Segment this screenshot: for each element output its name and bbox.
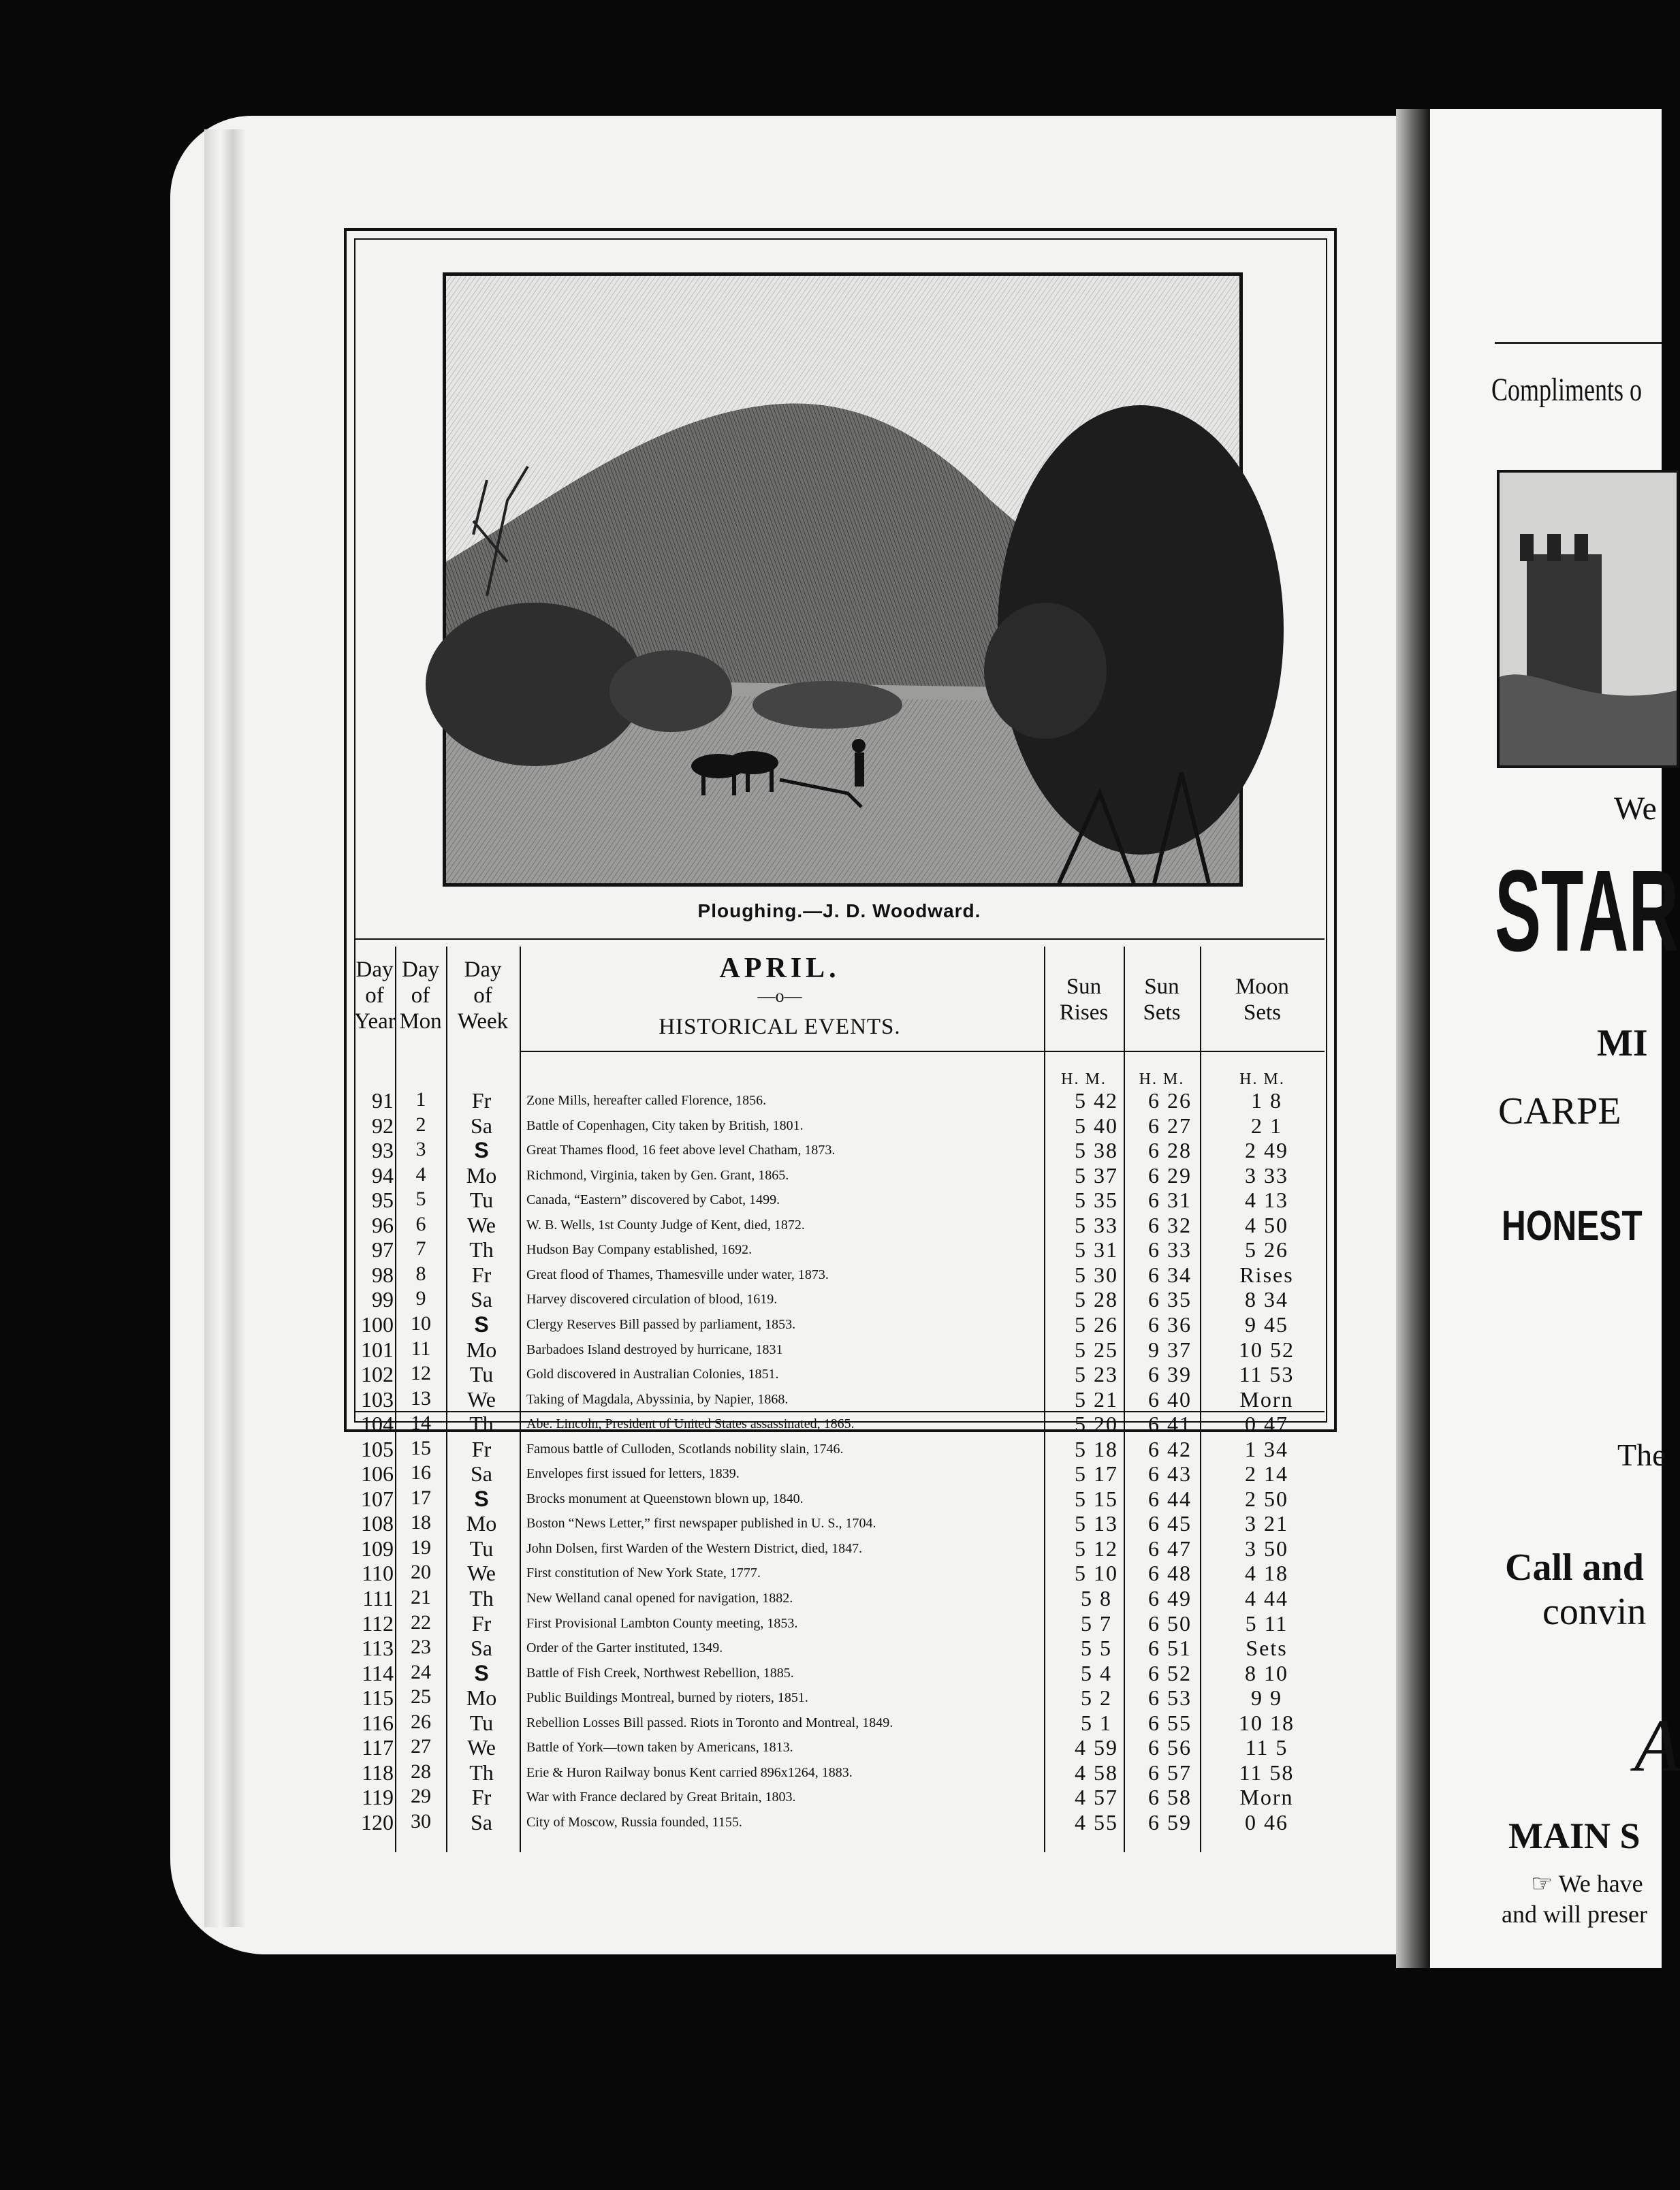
table-row <box>354 1287 1325 1312</box>
ad-we: We <box>1614 791 1657 827</box>
day-of-week: S <box>474 1138 489 1163</box>
table-row <box>354 1735 1325 1760</box>
day-of-week: Fr <box>471 1436 492 1461</box>
historical-event: First Provisional Lambton County meeting, 1853. <box>526 1615 798 1631</box>
day-of-year: 91 <box>372 1088 394 1113</box>
historical-event: W. B. Wells, 1st County Judge of Kent, died, 1872. <box>526 1217 805 1233</box>
day-of-month: 12 <box>411 1362 431 1385</box>
day-of-week: We <box>467 1735 496 1760</box>
day-of-year: 115 <box>362 1685 394 1711</box>
table-row <box>354 1263 1325 1287</box>
day-of-month: 18 <box>411 1511 431 1534</box>
sun-rises: 5 18 <box>1075 1436 1118 1461</box>
header-word: Sun <box>1144 974 1179 999</box>
table-row <box>354 1611 1325 1636</box>
day-of-year: 95 <box>372 1188 394 1213</box>
header-word: Week <box>457 1009 509 1034</box>
ad-castle-engraving <box>1497 470 1679 768</box>
day-of-week: Sa <box>471 1287 492 1312</box>
ad-carpe: CARPE <box>1498 1090 1621 1132</box>
historical-event: Harvey discovered circulation of blood, 1619. <box>526 1292 778 1307</box>
historical-event: Envelopes first issued for letters, 1839. <box>526 1466 740 1482</box>
day-of-week: Th <box>469 1412 494 1437</box>
ad-honest: HONEST <box>1502 1203 1643 1250</box>
day-of-week: Tu <box>469 1362 494 1387</box>
ad-the: The <box>1617 1438 1666 1472</box>
header-word: Day <box>355 957 394 982</box>
sun-sets: 6 26 <box>1148 1088 1192 1113</box>
sun-rises: 5 2 <box>1081 1685 1112 1711</box>
day-of-week: Mo <box>466 1162 497 1188</box>
day-of-year: 103 <box>361 1386 394 1412</box>
sun-rises: 4 57 <box>1075 1785 1118 1810</box>
day-of-week: Sa <box>471 1809 492 1835</box>
day-of-week: Sa <box>471 1636 492 1661</box>
historical-event: Clergy Reserves Bill passed by parliament, 1853. <box>526 1316 796 1332</box>
moon-sets: 2 1 <box>1251 1113 1282 1138</box>
historical-event: Famous battle of Culloden, Scotlands nobility slain, 1746. <box>526 1441 844 1457</box>
sun-rises: 5 10 <box>1075 1561 1118 1586</box>
header-word: Year <box>354 1009 396 1034</box>
header-word: Rises <box>1059 1000 1109 1025</box>
table-row <box>354 1636 1325 1660</box>
day-of-week: Mo <box>466 1685 497 1711</box>
sun-sets: 6 28 <box>1148 1138 1192 1163</box>
day-of-week: Fr <box>471 1088 492 1113</box>
day-of-month: 27 <box>411 1735 431 1758</box>
header-word: Moon <box>1235 974 1289 999</box>
sun-rises: 5 35 <box>1075 1188 1118 1213</box>
moon-sets: Morn <box>1239 1386 1294 1412</box>
header-word: Sets <box>1143 1000 1181 1025</box>
moon-sets: 2 50 <box>1245 1486 1288 1511</box>
day-of-week: S <box>474 1486 489 1511</box>
engraving-caption: Ploughing.—J. D. Woodward. <box>697 900 981 921</box>
historical-event: Brocks monument at Queenstown blown up, 1840. <box>526 1491 804 1506</box>
day-of-week: Fr <box>471 1610 492 1636</box>
day-of-month: 11 <box>411 1337 431 1360</box>
header-day-of-year <box>354 957 395 1034</box>
day-of-year: 114 <box>362 1660 394 1685</box>
sun-sets: 6 35 <box>1148 1287 1192 1312</box>
table-row <box>354 1387 1325 1412</box>
ad-compliments: Compliments o <box>1491 372 1643 408</box>
day-of-month: 21 <box>411 1586 431 1608</box>
moon-sets: Sets <box>1246 1636 1288 1661</box>
sun-sets: 6 44 <box>1148 1486 1192 1511</box>
sun-sets: 6 55 <box>1148 1710 1192 1735</box>
moon-sets: 2 14 <box>1245 1461 1288 1487</box>
day-of-month: 25 <box>411 1685 431 1709</box>
sun-rises: 5 30 <box>1075 1262 1118 1287</box>
day-of-week: We <box>467 1386 496 1412</box>
sun-rises: 5 33 <box>1075 1212 1118 1237</box>
day-of-week: Fr <box>471 1785 492 1810</box>
sun-sets: 6 47 <box>1148 1536 1192 1561</box>
day-of-month: 30 <box>411 1809 431 1832</box>
day-of-month: 5 <box>415 1188 426 1211</box>
historical-event: Battle of Fish Creek, Northwest Rebellion, 1885. <box>526 1665 794 1681</box>
day-of-month: 19 <box>411 1536 431 1559</box>
day-of-month: 10 <box>411 1312 431 1335</box>
day-of-year: 94 <box>372 1162 394 1188</box>
day-of-year: 96 <box>372 1212 394 1237</box>
sun-sets: 6 32 <box>1148 1212 1192 1237</box>
day-of-month: 1 <box>415 1088 426 1111</box>
header-sun-sets <box>1124 974 1200 1026</box>
header-sun-rises <box>1044 974 1124 1026</box>
sun-rises: 5 40 <box>1075 1113 1118 1138</box>
moon-sets: 3 33 <box>1245 1162 1288 1188</box>
table-row <box>354 1536 1325 1561</box>
hm-label-sun-sets: H. M. <box>1139 1070 1185 1088</box>
moon-sets: Rises <box>1239 1262 1294 1287</box>
sun-rises: 5 21 <box>1075 1386 1118 1412</box>
header-moon-sets <box>1200 974 1325 1026</box>
table-row <box>354 1337 1325 1362</box>
sun-sets: 6 56 <box>1148 1735 1192 1760</box>
moon-sets: 3 50 <box>1245 1536 1288 1561</box>
day-of-month: 13 <box>411 1386 431 1410</box>
historical-event: Erie & Huron Railway bonus Kent carried 896x1264, 1883. <box>526 1764 853 1780</box>
day-of-week: Mo <box>466 1337 497 1362</box>
moon-sets: 4 18 <box>1245 1561 1288 1586</box>
sun-sets: 6 39 <box>1148 1362 1192 1387</box>
sun-rises: 5 13 <box>1075 1511 1118 1536</box>
day-of-month: 4 <box>415 1162 426 1186</box>
day-of-year: 112 <box>362 1610 394 1636</box>
historical-event: Public Buildings Montreal, burned by rioters, 1851. <box>526 1690 808 1706</box>
table-row <box>354 1661 1325 1685</box>
day-of-month: 6 <box>415 1212 426 1235</box>
sun-sets: 6 50 <box>1148 1610 1192 1636</box>
day-of-month: 23 <box>411 1636 431 1659</box>
sun-rises: 5 15 <box>1075 1486 1118 1511</box>
moon-sets: 11 53 <box>1239 1362 1295 1387</box>
right-page-rule <box>1495 342 1662 344</box>
sun-rises: 5 17 <box>1075 1461 1118 1487</box>
table-bottom-rule <box>354 1411 1325 1412</box>
day-of-year: 109 <box>361 1536 394 1561</box>
sun-sets: 6 57 <box>1148 1760 1192 1785</box>
historical-event: Zone Mills, hereafter called Florence, 1856. <box>526 1093 767 1108</box>
moon-sets: 0 46 <box>1245 1809 1288 1835</box>
sun-rises: 5 1 <box>1081 1710 1112 1735</box>
moon-sets: 8 34 <box>1245 1287 1288 1312</box>
day-of-week: Fr <box>471 1262 492 1287</box>
sun-sets: 6 48 <box>1148 1561 1192 1586</box>
table-top-rule <box>354 938 1325 940</box>
historical-event: New Welland canal opened for navigation, 1882. <box>526 1591 793 1606</box>
sun-rises: 5 42 <box>1075 1088 1118 1113</box>
day-of-month: 29 <box>411 1785 431 1808</box>
sun-rises: 5 23 <box>1075 1362 1118 1387</box>
ad-mi: MI <box>1597 1022 1648 1064</box>
day-of-year: 113 <box>362 1636 394 1661</box>
historical-event: Gold discovered in Australian Colonies, 1851. <box>526 1367 779 1382</box>
day-of-week: Tu <box>469 1710 494 1735</box>
historical-event: Hudson Bay Company established, 1692. <box>526 1242 752 1258</box>
day-of-month: 28 <box>411 1760 431 1783</box>
moon-sets: 9 45 <box>1245 1312 1288 1337</box>
header-word: Day <box>464 957 502 982</box>
moon-sets: 10 18 <box>1239 1710 1295 1735</box>
moon-sets: 1 8 <box>1251 1088 1282 1113</box>
hm-label-moon-sets: H. M. <box>1239 1070 1285 1088</box>
moon-sets: 11 58 <box>1239 1760 1295 1785</box>
historical-events-header: HISTORICAL EVENTS. <box>659 1015 901 1039</box>
sun-sets: 9 37 <box>1148 1337 1192 1362</box>
header-word: Mon <box>399 1009 442 1034</box>
day-of-year: 120 <box>361 1809 394 1835</box>
moon-sets: 0 47 <box>1245 1412 1288 1437</box>
month-title: APRIL. <box>719 953 840 984</box>
table-row <box>354 1138 1325 1162</box>
moon-sets: Morn <box>1239 1785 1294 1810</box>
day-of-week: Th <box>469 1760 494 1785</box>
sun-sets: 6 52 <box>1148 1660 1192 1685</box>
day-of-month: 8 <box>415 1262 426 1285</box>
table-row <box>354 1113 1325 1138</box>
table-row <box>354 1237 1325 1262</box>
day-of-year: 93 <box>372 1138 394 1163</box>
historical-event: Great flood of Thames, Thamesville under water, 1873. <box>526 1267 829 1282</box>
moon-sets: 4 44 <box>1245 1586 1288 1610</box>
sun-sets: 6 42 <box>1148 1436 1192 1461</box>
day-of-year: 110 <box>362 1561 394 1586</box>
historical-event: John Dolsen, first Warden of the Western District, died, 1847. <box>526 1540 863 1556</box>
day-of-week: We <box>467 1561 496 1586</box>
table-row <box>354 1810 1325 1835</box>
moon-sets: 5 26 <box>1245 1237 1288 1263</box>
day-of-week: Mo <box>466 1511 497 1536</box>
historical-event: Richmond, Virginia, taken by Gen. Grant, 1865. <box>526 1167 789 1183</box>
month-separator: —o— <box>757 986 802 1006</box>
day-of-month: 17 <box>411 1486 431 1509</box>
day-of-month: 9 <box>415 1287 426 1310</box>
table-row <box>354 1088 1325 1113</box>
ploughing-engraving <box>443 272 1243 887</box>
sun-sets: 6 59 <box>1148 1809 1192 1835</box>
historical-event: Great Thames flood, 16 feet above level Chatham, 1873. <box>526 1143 836 1158</box>
sun-sets: 6 34 <box>1148 1262 1192 1287</box>
header-word: Day <box>402 957 439 982</box>
table-row <box>354 1412 1325 1436</box>
historical-event: Canada, “Eastern” discovered by Cabot, 1499. <box>526 1192 780 1208</box>
sun-rises: 5 37 <box>1075 1162 1118 1188</box>
day-of-month: 26 <box>411 1710 431 1733</box>
day-of-week: Th <box>469 1237 494 1263</box>
sun-sets: 6 31 <box>1148 1188 1192 1213</box>
day-of-month: 3 <box>415 1138 426 1161</box>
day-of-year: 101 <box>361 1337 394 1362</box>
ad-call-and: Call and <box>1505 1546 1644 1589</box>
day-of-month: 7 <box>415 1237 426 1260</box>
day-of-week: Tu <box>469 1536 494 1561</box>
table-row <box>354 1312 1325 1337</box>
table-row <box>354 1163 1325 1188</box>
day-of-year: 97 <box>372 1237 394 1263</box>
table-row <box>354 1213 1325 1237</box>
historical-event: Boston “News Letter,” first newspaper published in U. S., 1704. <box>526 1516 876 1532</box>
day-of-month: 22 <box>411 1610 431 1634</box>
table-row <box>354 1362 1325 1386</box>
day-of-week: Sa <box>471 1461 492 1487</box>
ad-a: A <box>1634 1704 1680 1787</box>
day-of-year: 99 <box>372 1287 394 1312</box>
sun-rises: 5 26 <box>1075 1312 1118 1337</box>
sun-rises: 5 25 <box>1075 1337 1118 1362</box>
table-row <box>354 1711 1325 1735</box>
sun-sets: 6 45 <box>1148 1511 1192 1536</box>
table-row <box>354 1461 1325 1486</box>
moon-sets: 2 49 <box>1245 1138 1288 1163</box>
header-word: Sun <box>1066 974 1102 999</box>
sun-sets: 6 49 <box>1148 1586 1192 1610</box>
sun-rises: 5 7 <box>1081 1610 1112 1636</box>
day-of-month: 2 <box>415 1113 426 1136</box>
moon-sets: 5 11 <box>1245 1610 1288 1636</box>
ad-convin: convin <box>1542 1591 1647 1633</box>
sun-rises: 5 12 <box>1075 1536 1118 1561</box>
historical-event: Battle of York—town taken by Americans, 1813. <box>526 1740 793 1756</box>
table-row <box>354 1188 1325 1212</box>
sun-sets: 6 27 <box>1148 1113 1192 1138</box>
table-row <box>354 1586 1325 1610</box>
day-of-week: Sa <box>471 1113 492 1138</box>
table-row <box>354 1760 1325 1785</box>
sun-rises: 5 20 <box>1075 1412 1118 1437</box>
ad-we-have: ☞ We have <box>1531 1870 1643 1897</box>
historical-event: Barbadoes Island destroyed by hurricane, 1831 <box>526 1342 783 1357</box>
day-of-year: 102 <box>361 1362 394 1387</box>
header-rule <box>1044 1051 1325 1052</box>
sun-rises: 5 28 <box>1075 1287 1118 1312</box>
header-word: of <box>411 983 430 1008</box>
ad-star: STAR <box>1495 846 1679 976</box>
hm-label-sun-rises: H. M. <box>1061 1070 1107 1088</box>
day-of-week: Th <box>469 1586 494 1610</box>
table-row <box>354 1511 1325 1536</box>
sun-rises: 5 8 <box>1081 1586 1112 1610</box>
sun-sets: 6 29 <box>1148 1162 1192 1188</box>
table-row <box>354 1487 1325 1511</box>
header-word: of <box>365 983 384 1008</box>
day-of-month: 16 <box>411 1461 431 1485</box>
historical-event: Battle of Copenhagen, City taken by British, 1801. <box>526 1117 804 1133</box>
table-row <box>354 1785 1325 1809</box>
day-of-year: 98 <box>372 1262 394 1287</box>
day-of-month: 14 <box>411 1412 431 1435</box>
historical-event: Rebellion Losses Bill passed. Riots in Toronto and Montreal, 1849. <box>526 1715 893 1730</box>
moon-sets: 4 13 <box>1245 1188 1288 1213</box>
day-of-year: 108 <box>361 1511 394 1536</box>
sun-rises: 5 38 <box>1075 1138 1118 1163</box>
sun-sets: 6 53 <box>1148 1685 1192 1711</box>
day-of-week: S <box>474 1660 489 1685</box>
table-row <box>354 1437 1325 1461</box>
sun-rises: 4 59 <box>1075 1735 1118 1760</box>
sun-sets: 6 58 <box>1148 1785 1192 1810</box>
engraving-drawing <box>446 276 1239 883</box>
sun-rises: 4 55 <box>1075 1809 1118 1835</box>
day-of-year: 92 <box>372 1113 394 1138</box>
page-edges <box>204 129 245 1927</box>
day-of-week: We <box>467 1212 496 1237</box>
day-of-year: 107 <box>361 1486 394 1511</box>
moon-sets: 10 52 <box>1239 1337 1295 1362</box>
moon-sets: 3 21 <box>1245 1511 1288 1536</box>
day-of-week: S <box>474 1312 489 1337</box>
day-of-year: 117 <box>362 1735 394 1760</box>
moon-sets: 11 5 <box>1245 1735 1288 1760</box>
historical-event: War with France declared by Great Britain, 1803. <box>526 1790 796 1805</box>
sun-rises: 4 58 <box>1075 1760 1118 1785</box>
day-of-year: 104 <box>361 1412 394 1437</box>
sun-rises: 5 31 <box>1075 1237 1118 1263</box>
day-of-month: 15 <box>411 1436 431 1459</box>
moon-sets: 8 10 <box>1245 1660 1288 1685</box>
day-of-month: 20 <box>411 1561 431 1584</box>
header-day-of-mon <box>395 957 446 1034</box>
day-of-year: 105 <box>361 1436 394 1461</box>
historical-event: First constitution of New York State, 1777. <box>526 1566 761 1581</box>
historical-event: City of Moscow, Russia founded, 1155. <box>526 1814 742 1830</box>
header-word: of <box>473 983 492 1008</box>
sun-sets: 6 51 <box>1148 1636 1192 1661</box>
moon-sets: 9 9 <box>1251 1685 1282 1711</box>
day-of-year: 111 <box>362 1586 394 1610</box>
sun-sets: 6 33 <box>1148 1237 1192 1263</box>
castle-drawing <box>1500 473 1677 765</box>
day-of-month: 24 <box>411 1660 431 1683</box>
sun-sets: 6 43 <box>1148 1461 1192 1487</box>
sun-sets: 6 36 <box>1148 1312 1192 1337</box>
header-word: Sets <box>1243 1000 1281 1025</box>
header-day-of-week <box>446 957 520 1034</box>
day-of-year: 100 <box>361 1312 394 1337</box>
day-of-year: 116 <box>362 1710 394 1735</box>
moon-sets: 1 34 <box>1245 1436 1288 1461</box>
sun-rises: 5 5 <box>1081 1636 1112 1661</box>
historical-event: Taking of Magdala, Abyssinia, by Napier, 1868. <box>526 1391 789 1407</box>
moon-sets: 4 50 <box>1245 1212 1288 1237</box>
sun-rises: 5 4 <box>1081 1660 1112 1685</box>
day-of-week: Tu <box>469 1188 494 1213</box>
ad-main: MAIN S <box>1508 1815 1641 1856</box>
day-of-year: 118 <box>362 1760 394 1785</box>
historical-event: Order of the Garter instituted, 1349. <box>526 1640 723 1656</box>
header-rule <box>520 1051 1044 1052</box>
sun-sets: 6 40 <box>1148 1386 1192 1412</box>
table-row <box>354 1561 1325 1585</box>
day-of-year: 119 <box>362 1785 394 1810</box>
historical-event: Abe. Lincoln, President of United States assassinated, 1865. <box>526 1416 855 1432</box>
day-of-year: 106 <box>361 1461 394 1487</box>
sun-sets: 6 41 <box>1148 1412 1192 1437</box>
ad-and-will: and will preser <box>1502 1901 1647 1928</box>
table-row <box>354 1685 1325 1710</box>
